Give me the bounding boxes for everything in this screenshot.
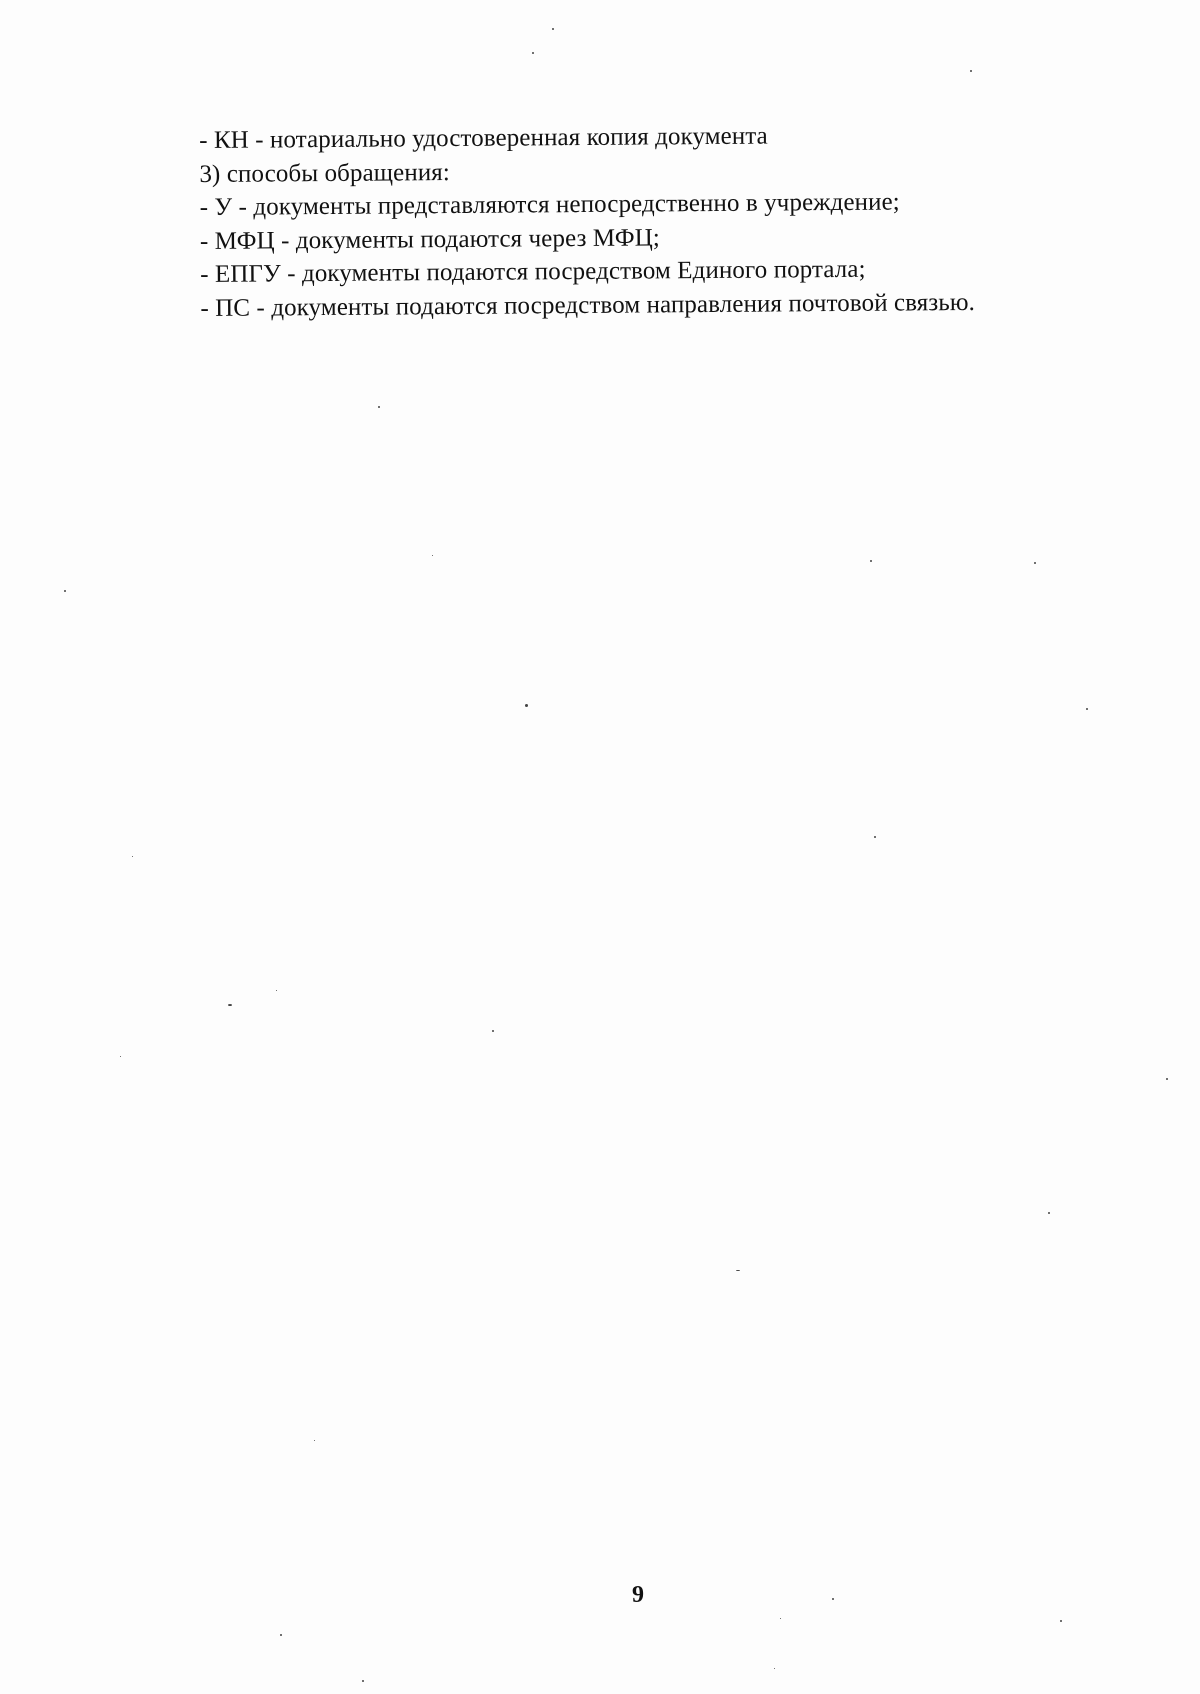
scan-speck (120, 1056, 121, 1057)
scan-speck (362, 1680, 364, 1682)
scan-speck (64, 590, 66, 592)
scan-speck (774, 1668, 775, 1669)
scan-speck (132, 856, 133, 857)
scan-speck (492, 1030, 494, 1032)
scan-speck (870, 560, 872, 562)
scan-speck (780, 1618, 781, 1619)
scan-speck (874, 836, 876, 838)
text-line-mfc: - МФЦ - документы подаются через МФЦ; (199, 223, 661, 255)
text-line-ps: - ПС - документы подаются посредством направления почтовой связью. (200, 288, 976, 322)
scan-speck (1048, 1212, 1050, 1214)
page-number: 9 (632, 1582, 644, 1608)
scan-speck (228, 1004, 232, 1006)
scan-speck (1086, 708, 1088, 710)
text-line-epgu: - ЕПГУ - документы подаются посредством Единого портала; (200, 255, 866, 288)
scan-speck (314, 1440, 315, 1441)
scan-speck (378, 406, 380, 408)
text-line-kn: - КН - нотариально удостоверенная копия документа (199, 122, 768, 154)
document-text-block (199, 117, 1101, 325)
scan-speck (1034, 562, 1036, 564)
scan-speck (532, 52, 534, 54)
scan-speck (736, 1270, 740, 1271)
scan-speck (525, 704, 528, 707)
scan-speck (276, 990, 277, 991)
text-line-methods-heading: 3) способы обращения: (199, 158, 451, 188)
scan-speck (432, 555, 433, 556)
scan-speck (1060, 1620, 1062, 1622)
scan-speck (832, 1598, 834, 1600)
scan-speck (280, 1634, 282, 1636)
scan-speck (1166, 1078, 1168, 1080)
text-line-u: - У - документы представляются непосредственно в учреждение; (199, 188, 900, 221)
scan-speck (970, 70, 972, 72)
scan-speck (552, 28, 554, 30)
